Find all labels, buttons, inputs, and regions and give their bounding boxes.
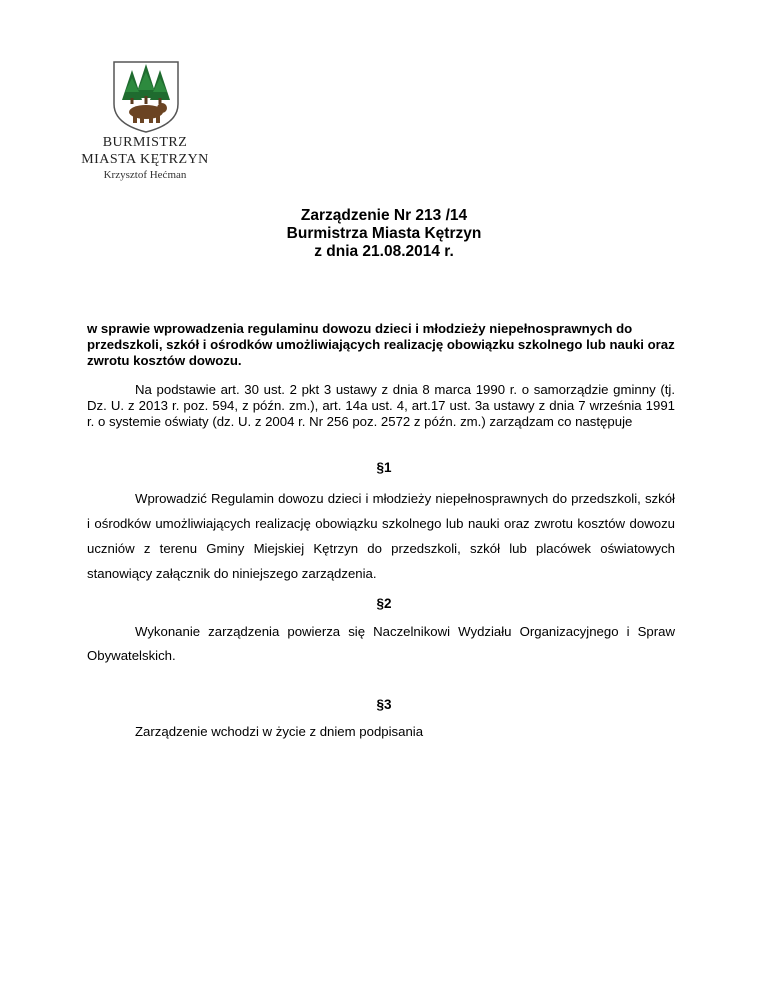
office-person: Krzysztof Hećman bbox=[103, 169, 187, 181]
section-1-body: Wprowadzić Regulamin dowozu dzieci i młodzieży niepełnosprawnych do przedszkoli, szkół i ośrodków umożliwiających realizację obowiązku szkolnego lub nauki oraz zwrotu kosztów dowozu uczniów z terenu Gminy Miejskiej Kętrzyn do przedszkoli, szkół lub placówek oświatowych stanowiący załącznik do niniejszego zarządzenia. bbox=[87, 491, 675, 581]
section-1-text bbox=[87, 486, 675, 586]
section-2-body: Wykonanie zarządzenia powierza się Naczelnikowi Wydziału Organizacyjnego i Spraw Obywatelskich. bbox=[87, 624, 675, 663]
issuing-office bbox=[70, 134, 220, 183]
section-3-text bbox=[87, 719, 675, 744]
kętrzyn-coat-of-arms-icon bbox=[110, 58, 182, 134]
legal-basis bbox=[87, 382, 675, 430]
legal-basis-text: Na podstawie art. 30 ust. 2 pkt 3 ustawy z dnia 8 marca 1990 r. o samorządzie gminny (tj. Dz. U. z 2013 r. poz. 594, z późn. zm.), art. 14a ust. 4, art.17 ust. 3a ustawy z dnia 7 września 1991 r. o systemie oświaty (dz. U. z 2004 r. Nr 256 poz. 2572 z późn. zm.) zarządzam co następuje bbox=[87, 382, 675, 429]
section-2-text bbox=[87, 620, 675, 668]
office-line-1: BURMISTRZ bbox=[102, 135, 188, 150]
title-line-3: z dnia 21.08.2014 r. bbox=[314, 243, 454, 260]
title-line-2: Burmistrza Miasta Kętrzyn bbox=[286, 225, 482, 242]
document-subject: w sprawie wprowadzenia regulaminu dowozu dzieci i młodzieży niepełnosprawnych do przedszkoli, szkół i ośrodków umożliwiających realizację obowiązku szkolnego lub nauki oraz zwrotu kosztów dowozu. bbox=[87, 321, 675, 368]
section-1-heading: §1 bbox=[376, 460, 392, 475]
office-line-2: MIASTA KĘTRZYN bbox=[81, 152, 209, 167]
section-3-body: Zarządzenie wchodzi w życie z dniem podpisania bbox=[135, 724, 424, 739]
section-3-heading: §3 bbox=[376, 697, 392, 712]
title-line-1: Zarządzenie Nr 213 /14 bbox=[300, 207, 468, 224]
section-2-heading: §2 bbox=[376, 596, 392, 611]
document-title bbox=[0, 207, 768, 261]
